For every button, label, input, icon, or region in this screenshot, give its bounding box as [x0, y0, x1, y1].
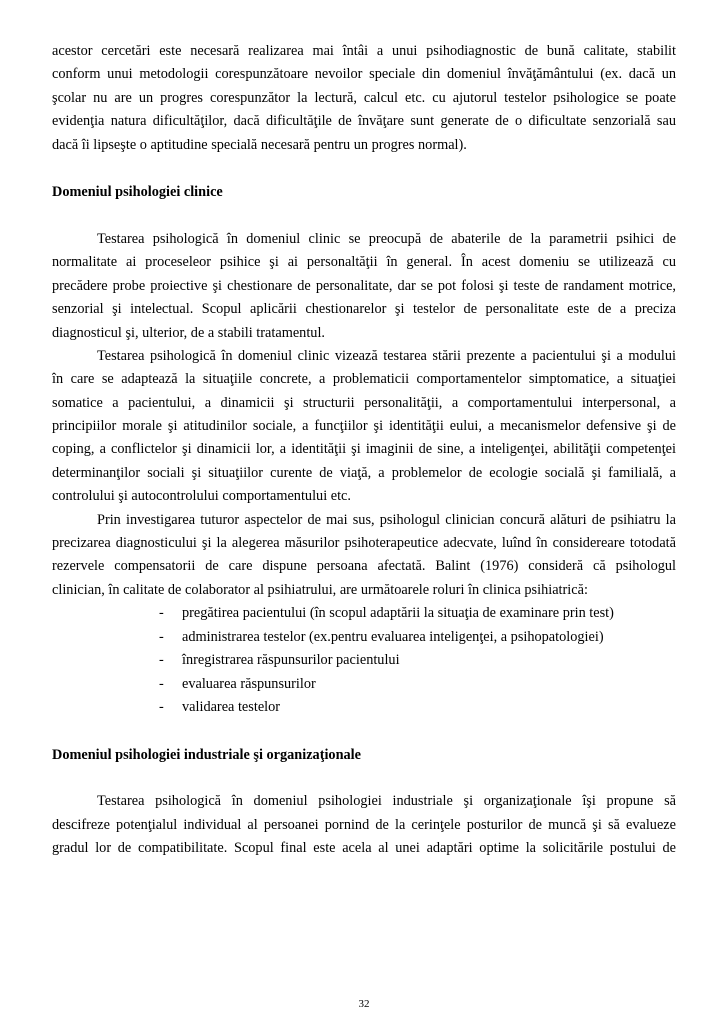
list-item — [52, 696, 676, 719]
paragraph-line: Testarea psihologică în domeniul clinic se preocupă de abaterile de la parametrii psihici de — [97, 230, 676, 247]
paragraph-line: evidenţia natura dificultăţilor, dacă dificultăţile de învăţare sunt generate de o dificultate senzorială sau — [52, 113, 676, 130]
list-item — [52, 602, 676, 625]
paragraph-line: descifreze potenţialul individual al persoanei pornind de la cerinţele posturilor de muncă şi să evalueze — [52, 816, 676, 833]
list-item-text: înregistrarea răspunsurilor pacientului — [182, 652, 400, 669]
paragraph-line: determinanţilor sociali şi situaţiilor curente de viaţă, a problemelor de ecologie socială şi familială, a — [52, 464, 676, 481]
clinical-paragraph-3 — [52, 509, 676, 603]
list-item-text: administrarea testelor (ex.pentru evaluarea inteligenţei, a psihopatologiei) — [182, 628, 604, 645]
paragraph-line: Prin investigarea tuturor aspectelor de mai sus, psihologul clinician concură alături de psihiatru la — [97, 511, 676, 528]
page-number: 32 — [358, 998, 370, 1010]
list-dash: - — [159, 605, 164, 622]
list-item-text: validarea testelor — [182, 698, 281, 715]
paragraph-line: Testarea psihologică în domeniul psihologiei industriale şi organizaţionale îşi propune să — [97, 793, 676, 810]
paragraph-line: Testarea psihologică în domeniul clinic vizează testarea stării prezente a pacientului şi a modului — [97, 347, 676, 364]
psychologist-roles-list — [52, 602, 676, 719]
paragraph-line: şcolar nu are un progres corespunzător la lectură, calcul etc. cu ajutorul testelor psihologice se poate — [52, 89, 676, 106]
paragraph-line: în care se adaptează la situaţiile concrete, a problematicii comportamentelor simptomatice, a situaţiei — [52, 371, 676, 388]
industrial-paragraph-1 — [52, 790, 676, 860]
document-page — [52, 40, 676, 860]
spacer — [52, 767, 676, 791]
paragraph-line: acestor cercetări este necesară realizarea mai întâi a unui psihodiagnostic de bună calitate, stabilit — [52, 43, 676, 59]
list-dash: - — [159, 675, 164, 692]
paragraph-line: principiilor morale şi atitudinilor sociale, a funcţiilor şi identităţii eului, a mecanismelor defensive şi de — [52, 418, 676, 435]
paragraph-line: dacă îi lipseşte o aptitudine specială necesară pentru un progres normal). — [52, 136, 467, 153]
list-item-text: evaluarea răspunsurilor — [182, 675, 316, 692]
section-heading-industrial: Domeniul psihologiei industriale şi organizaţionale — [52, 746, 361, 763]
paragraph-line: coping, a conflictelor şi dinamicii lor, a identităţii şi imaginii de sine, a inteligenţei, abilităţii competenţei — [52, 441, 676, 458]
intro-paragraph — [52, 40, 676, 157]
list-dash: - — [159, 698, 164, 715]
paragraph-line: precădere probe proiective şi chestionare de personalitate, dar se pot folosi şi teste de randament motrice, — [52, 277, 676, 294]
section-heading-clinical: Domeniul psihologiei clinice — [52, 184, 223, 201]
list-item-text: pregătirea pacientului (în scopul adaptării la situaţia de examinare prin test) — [182, 605, 614, 622]
paragraph-line: precizarea diagnosticului şi la alegerea măsurilor psihoterapeutice adecvate, luînd în considereare totodată — [52, 535, 676, 552]
paragraph-line: normalitate ai proceseleor psihice şi ai personaltăţii în general. În acest domeniu se utilizează cu — [52, 254, 676, 271]
list-item — [52, 626, 676, 649]
list-dash: - — [159, 628, 164, 645]
paragraph-line: diagnosticul şi, ulterior, de a stabili tratamentul. — [52, 324, 325, 341]
paragraph-line: controlului şi autocontrolului comportamentului etc. — [52, 488, 351, 505]
paragraph-line: gradul lor de compatibilitate. Scopul final este acela al unei adaptări optime la solicitările postului de — [52, 839, 676, 856]
spacer — [52, 204, 676, 228]
list-item — [52, 672, 676, 695]
paragraph-line: senzorial şi intelectual. Scopul aplicării chestionarelor şi testelor de personalitate este de a preciza — [52, 301, 676, 318]
clinical-paragraph-2 — [52, 345, 676, 509]
paragraph-line: conform unui metodologii corespunzătoare nevoilor speciale din domeniul învăţământului (ex. dacă un — [52, 66, 676, 83]
list-dash: - — [159, 652, 164, 669]
list-item — [52, 649, 676, 672]
spacer — [52, 157, 676, 181]
paragraph-line: clinician, în calitate de colaborator al psihiatrului, are următoarele roluri în clinica psihiatrică: — [52, 581, 588, 598]
paragraph-line: somatice a pacientului, a dinamicii şi structurii personalităţii, a comportamentului interpersonal, a — [52, 394, 676, 411]
spacer — [52, 719, 676, 743]
clinical-paragraph-1 — [52, 228, 676, 345]
paragraph-line: rezervele compensatorii de care dispune persoana afectată. Balint (1976) consideră că psihologul — [52, 558, 676, 575]
